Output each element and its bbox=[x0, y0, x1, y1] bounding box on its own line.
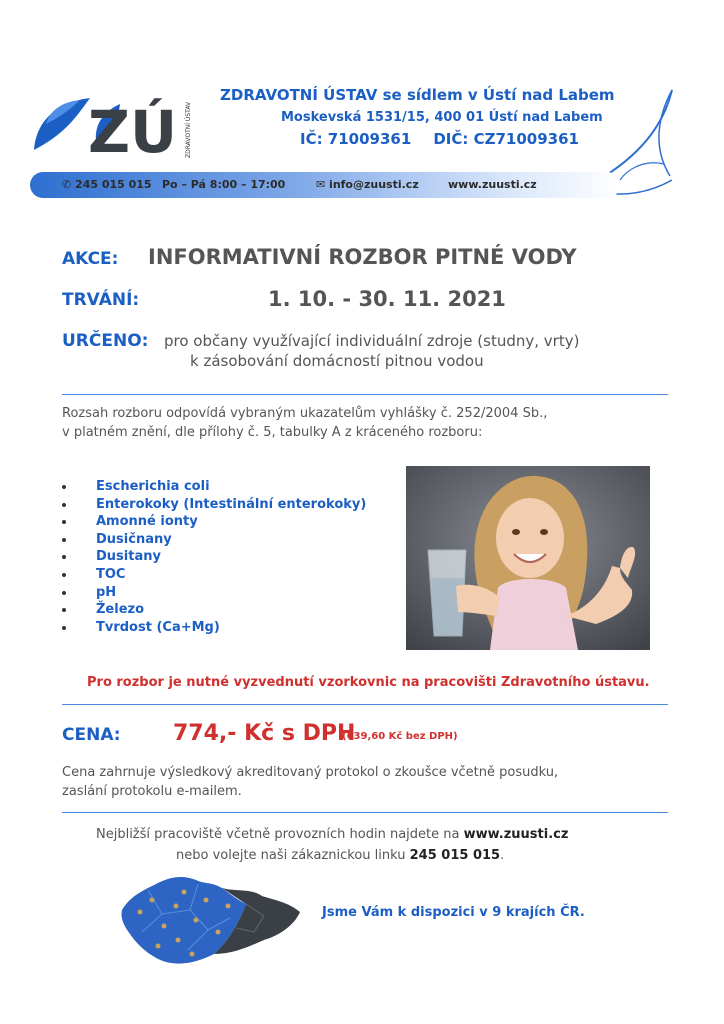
parameter-item: Enterokoky (Intestinální enterokoky) bbox=[96, 496, 366, 514]
footer-line-1: Nejbližší pracoviště včetně provozních hodin najdete na www.zuusti.cz bbox=[96, 827, 569, 842]
bullet-icon bbox=[62, 520, 66, 524]
bullet-icon bbox=[62, 591, 66, 595]
akce-label: AKCE: bbox=[62, 249, 119, 269]
parameter-item: Železo bbox=[96, 601, 366, 619]
price-value: 774,- Kč s DPH bbox=[173, 721, 356, 746]
divider bbox=[62, 704, 668, 705]
divider bbox=[62, 812, 668, 813]
email-contact[interactable]: ✉ info@zuusti.cz bbox=[316, 178, 419, 191]
phone-icon: ✆ bbox=[62, 178, 76, 191]
bullet-icon bbox=[62, 485, 66, 489]
urceno-line-1: pro občany využívající individuální zdroje (studny, vrty) bbox=[164, 332, 580, 350]
bullet-icon bbox=[62, 626, 66, 630]
warning-text: Pro rozbor je nutné vyzvednutí vzorkovnic na pracovišti Zdravotního ústavu. bbox=[87, 675, 650, 690]
dic: DIČ: CZ71009361 bbox=[433, 130, 579, 148]
price-note: Cena zahrnuje výsledkový akreditovaný protokol o zkoušce včetně posudku, zaslání protokolu e-mailem. bbox=[62, 765, 559, 799]
availability-text: Jsme Vám k dispozici v 9 krajích ČR. bbox=[322, 905, 585, 920]
logo bbox=[28, 80, 198, 160]
footer-line-2: nebo volejte naši zákaznickou linku 245 015 015. bbox=[176, 848, 505, 863]
footer-website-link[interactable]: www.zuusti.cz bbox=[463, 827, 569, 842]
parameter-item: TOC bbox=[96, 566, 366, 584]
parameter-item: Amonné ionty bbox=[96, 513, 366, 531]
footer-phone[interactable]: 245 015 015 bbox=[409, 848, 501, 863]
envelope-icon: ✉ bbox=[316, 178, 330, 191]
trvani-dates: 1. 10. - 30. 11. 2021 bbox=[268, 287, 506, 311]
parameter-item: Escherichia coli bbox=[96, 478, 366, 496]
bullet-icon bbox=[62, 555, 66, 559]
price-without-vat: (639,60 Kč bez DPH) bbox=[342, 731, 458, 742]
trvani-label: TRVÁNÍ: bbox=[62, 290, 140, 310]
girl-with-water-photo bbox=[406, 466, 650, 650]
divider bbox=[62, 394, 668, 395]
svg-text:ZDRAVOTNÍ ÚSTAV: ZDRAVOTNÍ ÚSTAV bbox=[185, 101, 192, 158]
parameter-item: Dusitany bbox=[96, 548, 366, 566]
org-ids bbox=[300, 130, 579, 148]
akce-title: INFORMATIVNÍ ROZBOR PITNÉ VODY bbox=[148, 245, 577, 269]
office-hours: Po – Pá 8:00 – 17:00 bbox=[162, 178, 286, 191]
bullet-icon bbox=[62, 573, 66, 577]
org-name: ZDRAVOTNÍ ÚSTAV se sídlem v Ústí nad Labem bbox=[220, 86, 615, 104]
urceno-label: URČENO: bbox=[62, 331, 149, 351]
parameter-item: pH bbox=[96, 584, 366, 602]
parameter-item: Tvrdost (Ca+Mg) bbox=[96, 619, 366, 637]
org-address: Moskevská 1531/15, 400 01 Ústí nad Labem bbox=[281, 110, 603, 125]
bullet-icon bbox=[62, 608, 66, 612]
bullet-icon bbox=[62, 538, 66, 542]
svg-text:ZÚ: ZÚ bbox=[88, 98, 178, 160]
parameter-list bbox=[96, 478, 366, 636]
price-label: CENA: bbox=[62, 725, 121, 745]
website-link[interactable]: www.zuusti.cz bbox=[448, 178, 537, 191]
urceno-line-2: k zásobování domácností pitnou vodou bbox=[190, 352, 484, 370]
phone-contact[interactable]: ✆ 245 015 015 bbox=[62, 178, 152, 191]
bullet-icon bbox=[62, 503, 66, 507]
czech-map-icon bbox=[118, 870, 304, 972]
ic: IČ: 71009361 bbox=[300, 130, 412, 148]
scope-intro: Rozsah rozboru odpovídá vybraným ukazatelům vyhlášky č. 252/2004 Sb., v platném znění, dle přílohy č. 5, tabulky A z kráceného rozboru: bbox=[62, 406, 548, 440]
parameter-item: Dusičnany bbox=[96, 531, 366, 549]
